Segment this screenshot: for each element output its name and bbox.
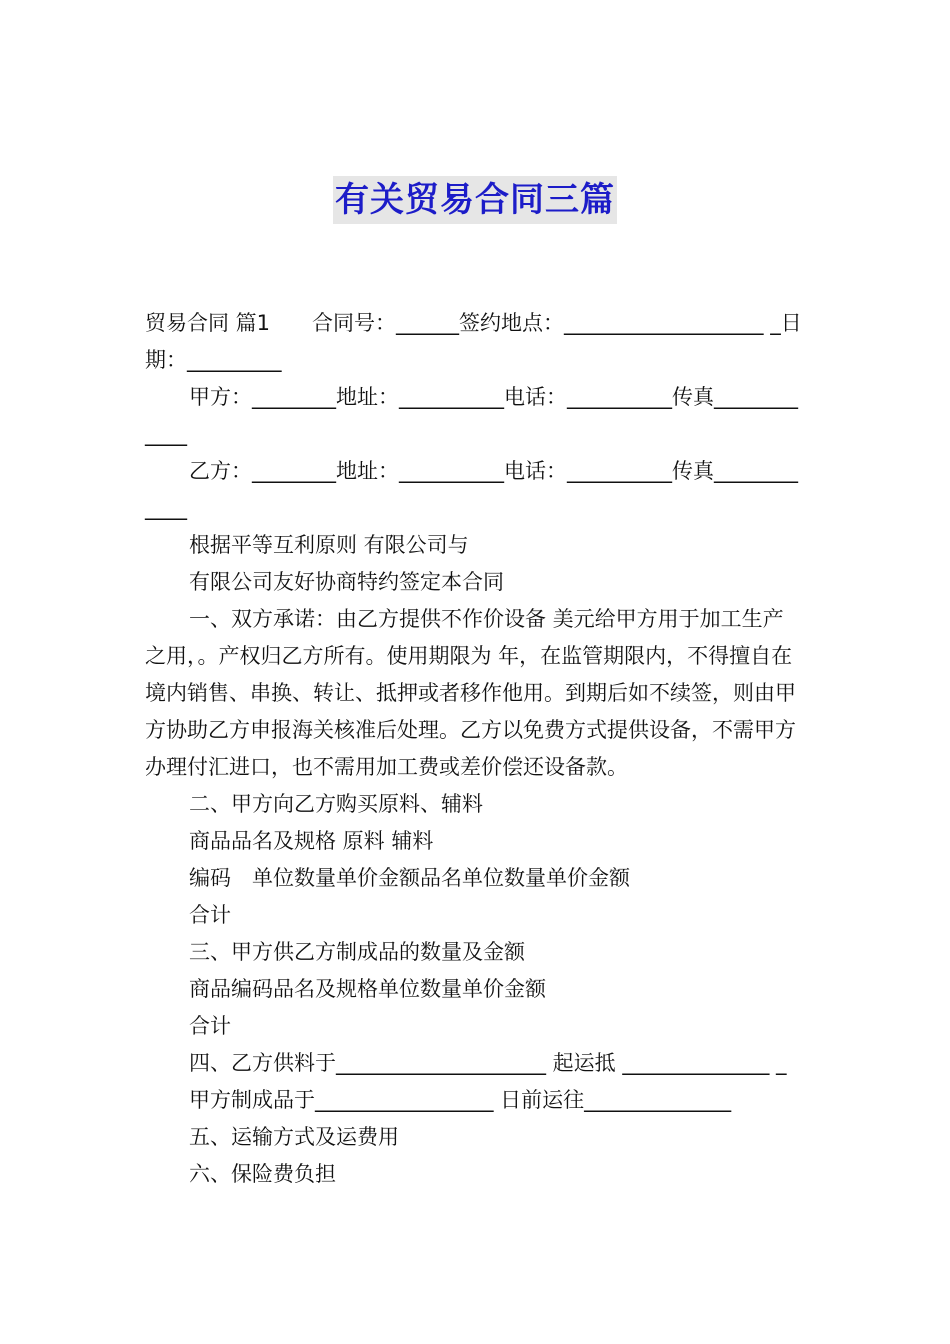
table-header-line: 商品品名及规格 原料 辅料	[189, 829, 434, 853]
table-header-line: 商品编码品名及规格单位数量单价金额	[189, 977, 546, 1001]
paragraph: 有限公司友好协商特约签定本合同	[189, 570, 504, 594]
clause-2-heading: 二、甲方向乙方购买原料、辅料	[189, 792, 483, 816]
total-line: 合计	[189, 903, 231, 927]
document-title: 有关贸易合同三篇	[333, 176, 617, 224]
document-body	[145, 305, 807, 1193]
clause-4-line: 四、乙方供料于____________________ 起运抵 ______________ _	[189, 1051, 787, 1075]
clause-1: 一、双方承诺：由乙方提供不作价设备 美元给甲方用于加工生产 之用，。产权归乙方所有。使用期限为 年，在监管期限内，不得擅自在境内销售、串换、转让、抵押或者移作他用。到期后如不续签，则由甲方协助乙方申报海关核准后处理。乙方以免费方式提供设备，不需甲方办理付汇进口，也不需用加工费或差价偿还设备款。	[145, 607, 796, 779]
clause-3-heading: 三、甲方供乙方制成品的数量及金额	[189, 940, 525, 964]
total-line: 合计	[189, 1014, 231, 1038]
party-b-line: 乙方：________地址：__________电话：__________传真____________	[145, 459, 798, 520]
clause-5-heading: 五、运输方式及运费用	[189, 1125, 399, 1149]
paragraph: 根据平等互利原则 有限公司与	[189, 533, 469, 557]
clause-6-heading: 六、保险费负担	[189, 1162, 336, 1186]
contract-header-line: 贸易合同 篇1 合同号：______签约地点：___________________ _日期：_________	[145, 311, 802, 372]
party-a-line: 甲方：________地址：__________电话：__________传真____________	[145, 385, 798, 446]
clause-4-line-2: 甲方制成品于_________________ 日前运往______________	[189, 1088, 732, 1112]
title-container	[0, 176, 950, 224]
table-header-line: 编码 单位数量单价金额品名单位数量单价金额	[189, 866, 630, 890]
